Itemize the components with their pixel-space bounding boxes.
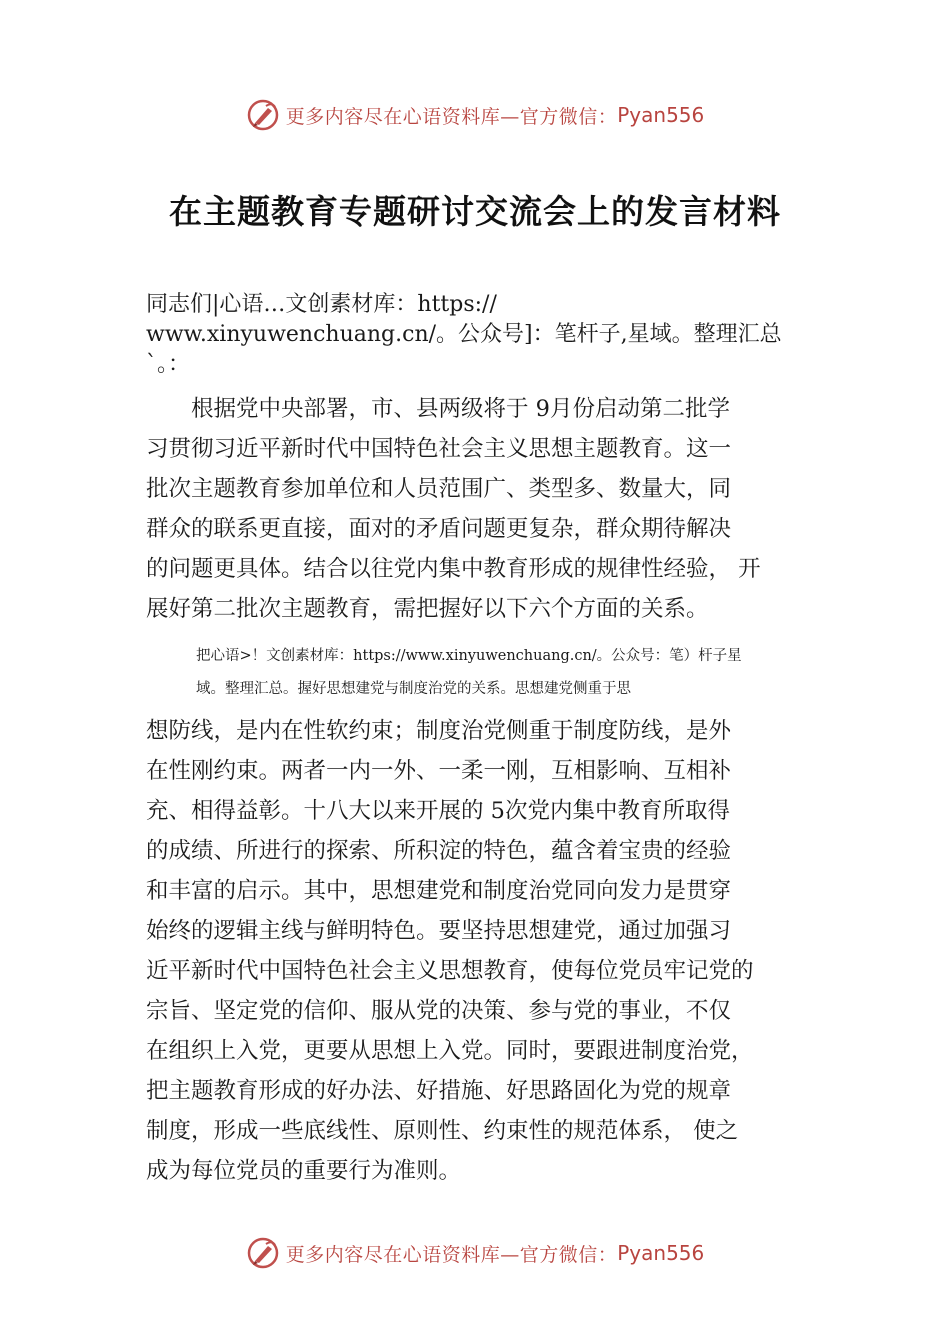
banner-text: 更多内容尽在心语资料库—官方微信： [285, 1243, 618, 1266]
text-line: 和丰富的启示。其中，思想建党和制度治党同向发力是贯穿 [146, 878, 732, 904]
text-line: 在组织上入党，更要从思想上入党。同时，要跟进制度治党， [146, 1038, 754, 1064]
paragraph-2 [146, 711, 826, 1191]
small-insert [196, 640, 836, 706]
text-line: 宗旨、坚定党的信仰、服从党的决策、参与党的事业，不仅 [146, 998, 732, 1024]
footer-banner [0, 1233, 950, 1273]
text-line: 近平新时代中国特色社会主义思想教育，使每位党员牢记党的 [146, 958, 754, 984]
text-line: 展好第二批次主题教育，需把握好以下六个方面的关系。 [146, 596, 709, 622]
text-line: 根据党中央部署，市、县两级将于 9月份启动第二批学 [146, 396, 730, 422]
intro-block [146, 290, 846, 380]
text-line: 制度，形成一些底线性、原则性、约束性的规范体系， 使之 [146, 1118, 739, 1144]
text-line: 想防线，是内在性软约束；制度治党侧重于制度防线，是外 [146, 718, 732, 744]
intro-line: www.xinyuwenchuang.cn/。公众号]：笔杆子,星域。整理汇总 [146, 322, 782, 347]
text-line: 习贯彻习近平新时代中国特色社会主义思想主题教育。这一 [146, 436, 732, 462]
paragraph-1 [146, 389, 826, 629]
intro-line: `。： [146, 352, 191, 377]
wechat-id: Pyan556 [617, 1241, 705, 1265]
intro-line: 同志们|心语…文创素材库：https:// [146, 292, 497, 317]
pen-logo-icon [246, 1236, 280, 1270]
text-line: 群众的联系更直接，面对的矛盾问题更复杂，群众期待解决 [146, 516, 732, 542]
text-line: 在性刚约束。两者一内一外、一柔一刚，互相影响、互相补 [146, 758, 732, 784]
header-banner [0, 95, 950, 135]
text-line: 批次主题教育参加单位和人员范围广、类型多、数量大，同 [146, 476, 732, 502]
text-line: 的成绩、所进行的探索、所积淀的特色，蕴含着宝贵的经验 [146, 838, 732, 864]
text-line: 始终的逻辑主线与鲜明特色。要坚持思想建党，通过加强习 [146, 918, 732, 944]
pen-logo-icon [246, 98, 280, 132]
text-line: 的问题更具体。结合以往党内集中教育形成的规律性经验， 开 [146, 556, 761, 582]
small-line: 把心语>！文创素材库：https://www.xinyuwenchuang.cn/。公众号：笔）杆子星 [196, 648, 742, 664]
text-line: 成为每位党员的重要行为准则。 [146, 1158, 462, 1184]
small-line: 域。整理汇总。握好思想建党与制度治党的关系。思想建党侧重于思 [196, 681, 631, 697]
text-line: 充、相得益彰。十八大以来开展的 5次党内集中教育所取得 [146, 798, 730, 824]
text-line: 把主题教育形成的好办法、好措施、好思路固化为党的规章 [146, 1078, 732, 1104]
banner-text: 更多内容尽在心语资料库—官方微信： [285, 105, 618, 128]
document-title: 在主题教育专题研讨交流会上的发言材料 [169, 192, 781, 231]
wechat-id: Pyan556 [617, 103, 705, 127]
